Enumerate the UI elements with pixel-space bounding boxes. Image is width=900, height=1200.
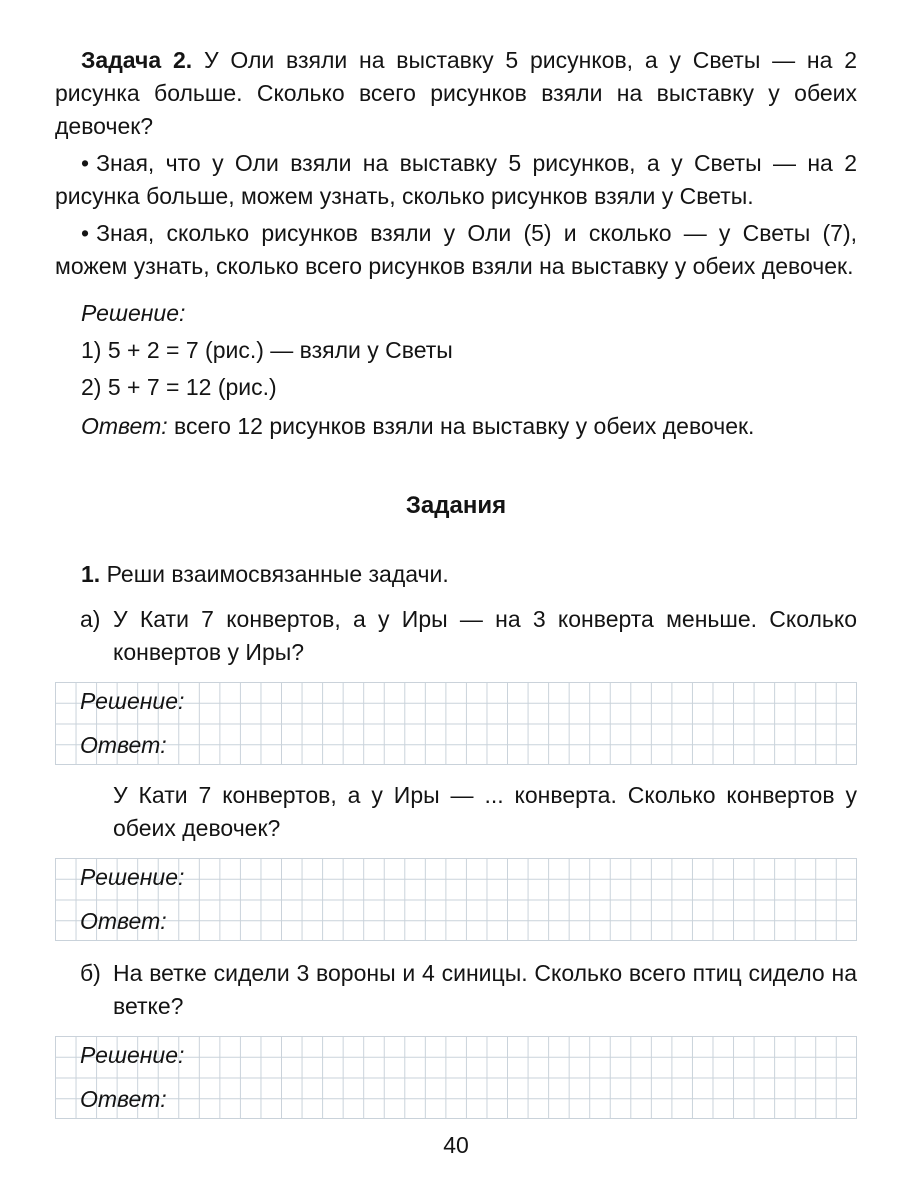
answer-text: всего 12 рисунков взяли на выставку у обеих девочек. [174, 413, 755, 439]
part-b [55, 957, 857, 1023]
answer-grid-2 [55, 858, 857, 941]
task2-statement: У Оли взяли на выставку 5 рисунков, а у Светы — на 2 рисунка больше. Сколько всего рисунков взяли на выставку у обеих девочек? [55, 47, 858, 139]
exercise-1 [55, 558, 857, 591]
part-a-label: а) [80, 606, 101, 632]
task2-bullet-1 [55, 147, 857, 213]
answer-label: Ответ: [81, 413, 168, 439]
part-b-label: б) [80, 960, 101, 986]
grid-2-solution-label: Решение: [80, 864, 185, 890]
grid-3-solution-label: Решение: [80, 1042, 185, 1068]
grid-2-answer-label: Ответ: [80, 908, 167, 934]
task2-bullet-2 [55, 217, 857, 283]
task2-title: Задача 2. [81, 47, 193, 73]
section-heading: Задания [405, 492, 507, 519]
part-a-text: У Кати 7 конвертов, а у Иры — на 3 конверта меньше. Сколько конвертов у Иры? [113, 606, 857, 665]
bullet-icon: • [81, 220, 90, 246]
solution-step-1: 1) 5 + 2 = 7 (рис.) — взяли у Светы [81, 337, 453, 363]
part-a-followup: У Кати 7 конвертов, а у Иры — ... конверта. Сколько конвертов у обеих девочек? [113, 782, 857, 841]
grid-3-answer-label: Ответ: [80, 1086, 167, 1112]
grid-1-solution-label: Решение: [80, 688, 185, 714]
page-number: 40 [443, 1132, 469, 1158]
exercise-1-text: Реши взаимосвязанные задачи. [106, 561, 449, 587]
task2-paragraph [55, 44, 857, 143]
answer-grid-1 [55, 682, 857, 765]
grid-1-answer-label: Ответ: [80, 732, 167, 758]
part-a [55, 603, 857, 669]
task2-bullet-2-text: Зная, сколько рисунков взяли у Оли (5) и сколько — у Светы (7), можем узнать, сколько всего рисунков взяли на выставку у обеих девочек. [55, 220, 857, 279]
answer-grid-3 [55, 1036, 857, 1119]
task2-bullet-1-text: Зная, что у Оли взяли на выставку 5 рисунков, а у Светы — на 2 рисунка больше, можем узнать, сколько рисунков взяли у Светы. [55, 150, 857, 209]
bullet-icon: • [81, 150, 90, 176]
part-b-text: На ветке сидели 3 вороны и 4 синицы. Сколько всего птиц сидело на ветке? [113, 960, 857, 1019]
answer-paragraph [55, 410, 857, 443]
solution-step-2: 2) 5 + 7 = 12 (рис.) [81, 374, 277, 400]
exercise-1-number: 1. [81, 561, 101, 587]
solution-label: Решение: [81, 300, 186, 326]
